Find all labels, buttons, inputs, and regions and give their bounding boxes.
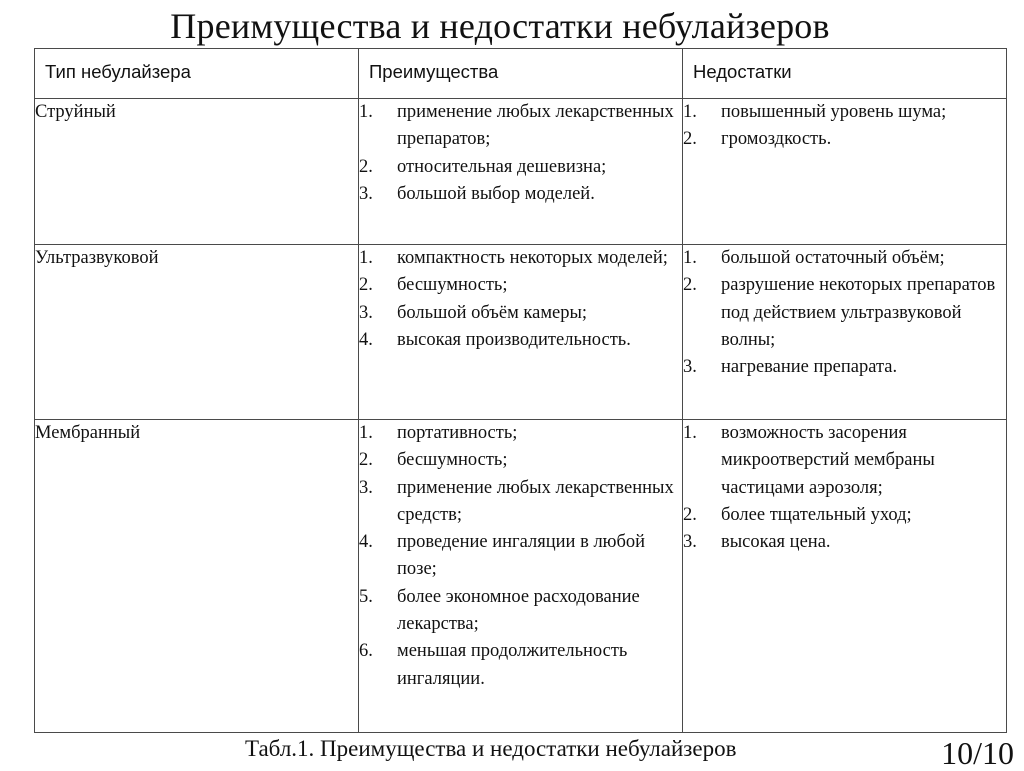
header-advantages: Преимущества [359,49,683,99]
nebulizer-type: Ультразвуковой [35,245,359,420]
list-item: 6. меньшая продолжительность ингаляции. [359,641,628,689]
header-type: Тип небулайзера [35,49,359,99]
advantages-list [359,245,682,354]
page-title: Преимущества и недостатки небулайзеров [170,6,830,46]
list-item: 2. бесшумность; [359,275,508,296]
list-item: 2. бесшумность; [359,450,508,471]
disadvantages-cell [683,245,1007,420]
disadvantages-list [683,420,1006,556]
list-item: 3. большой объём камеры; [359,302,588,323]
list-item: 1. большой остаточный объём; [683,248,945,268]
table-row [35,99,1007,245]
list-item: 4. высокая производительность. [359,329,631,350]
list-item: 4. проведение ингаляции в любой позе; [359,532,646,580]
list-item: 2. громоздкость. [683,129,832,150]
page-number: 10/10 [941,735,1014,771]
list-item: 2. более тщательный уход; [683,504,912,525]
list-item: 3. большой выбор моделей. [359,183,595,204]
advantages-cell [359,420,683,733]
list-item: 1. компактность некоторых моделей; [359,248,668,268]
list-item: 5. более экономное расходование лекарства; [359,586,640,635]
disadvantages-list [683,99,1006,154]
disadvantages-cell [683,99,1007,245]
advantages-list [359,99,682,208]
nebulizer-type: Мембранный [35,420,359,733]
table-row [35,420,1007,733]
header-disadvantages: Недостатки [683,49,1007,99]
list-item: 3. высокая цена. [683,532,831,553]
advantages-cell [359,99,683,245]
nebulizer-comparison-table [34,48,1007,733]
table-caption: Табл.1. Преимущества и недостатки небулайзеров [245,736,737,761]
nebulizer-type: Струйный [35,99,359,245]
list-item: 3. нагревание препарата. [683,357,898,378]
list-item: 2. разрушение некоторых препаратов под действием ультразвуковой волны; [683,275,996,350]
list-item: 1. возможность засорения микроотверстий мембраны частицами аэрозоля; [683,423,935,498]
list-item: 2. относительная дешевизна; [359,156,607,177]
disadvantages-cell [683,420,1007,733]
table-header-row [35,49,1007,99]
list-item: 3. применение любых лекарственных средств; [359,477,674,525]
list-item: 1. портативность; [359,423,518,443]
advantages-list [359,420,682,693]
advantages-cell [359,245,683,420]
list-item: 1. применение любых лекарственных препаратов; [359,102,674,150]
list-item: 1. повышенный уровень шума; [683,102,947,122]
disadvantages-list [683,245,1006,381]
table-row [35,245,1007,420]
